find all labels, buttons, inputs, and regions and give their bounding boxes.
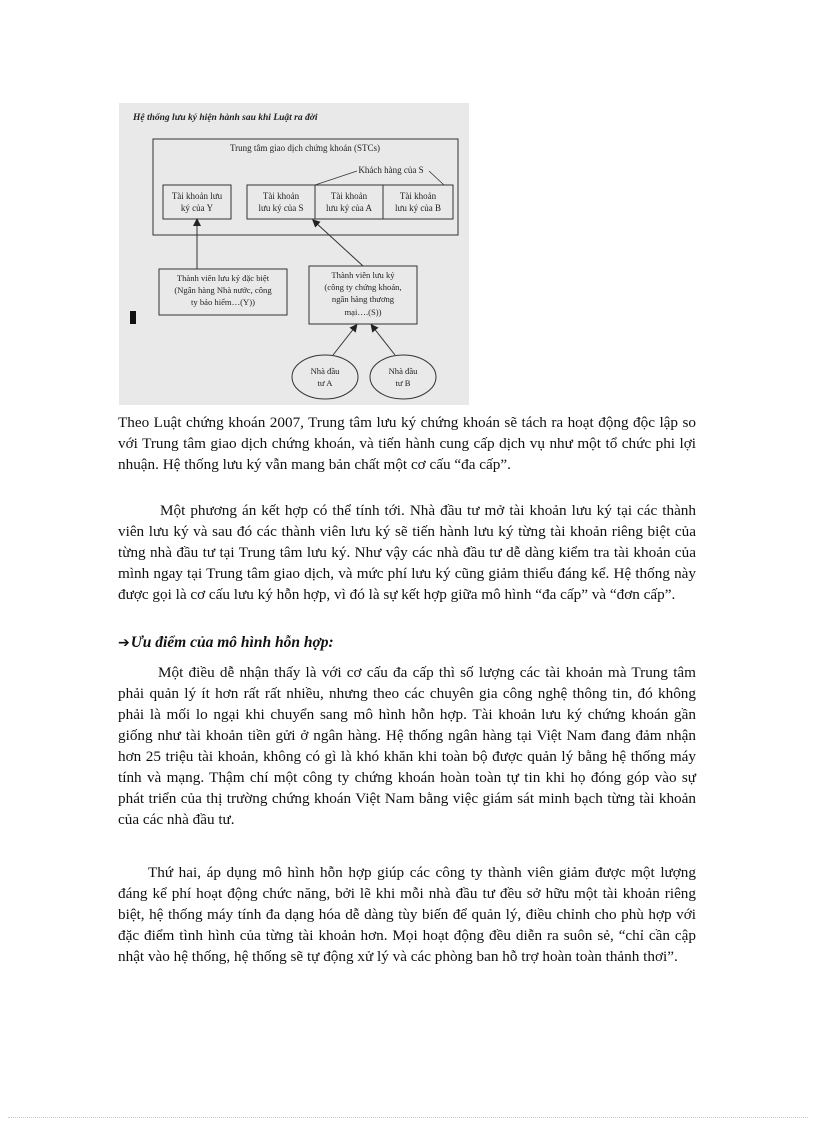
member-line2: (công ty chứng khoán,	[324, 282, 402, 292]
paragraph-4: Thứ hai, áp dụng mô hình hỗn hợp giúp các công ty thành viên giảm được một lượng đáng kể phí hoạt động chức năng, bởi lẽ khi mỗi nhà đầu tư đều sở hữu một tài khoản riêng biệt, hệ thống máy tính đa dạng hóa dễ dàng tùy biến để quản lý, điều chỉnh cho phù hợp với đặc điểm tình hình của từng tài khoản hơn. Mọi hoạt động đều diễn ra suôn sẻ, “chỉ cần cập nhật vào hệ thống, hệ thống sẽ tự động xử lý và các phòng ban hỗ trợ hoàn toàn thảnh thơi”.	[118, 864, 696, 965]
paragraph-1: Theo Luật chứng khoán 2007, Trung tâm lưu ký chứng khoán sẽ tách ra hoạt động độc lập so với Trung tâm giao dịch chứng khoán, và tiến hành cung cấp dịch vụ như một tổ chức phi lợi nhuận. Hệ thống lưu ký vẫn mang bản chất một cơ cấu “đa cấp”.	[118, 414, 696, 473]
section-heading	[118, 634, 334, 652]
account-b-line2: lưu ký của B	[394, 203, 442, 213]
arrow-member-to-s	[315, 222, 363, 266]
account-y-line2: ký của Y	[180, 203, 214, 213]
investor-a-line1: Nhà đầu	[310, 366, 340, 376]
bottom-dotted-line	[8, 1117, 808, 1118]
investor-b-ellipse	[370, 355, 436, 399]
paragraph-3: Một điều dễ nhận thấy là với cơ cấu đa cấp thì số lượng các tài khoản mà Trung tâm phải quản lý ít hơn rất rất nhiều, nhưng theo các chuyên gia công nghệ thông tin, đó không phải là mối lo ngại khi chuyển sang mô hình hỗn hợp. Tài khoản lưu ký chứng khoán gần giống như tài khoản tiền gửi ở ngân hàng. Hệ thống ngân hàng tại Việt Nam đang đảm nhận hơn 25 triệu tài khoản, không có gì là khó khăn khi toàn bộ được quản lý bằng hệ thống máy tính và mạng. Thậm chí một công ty chứng khoán hoàn toàn tự tin khi họ đóng góp vào sự phát triển của thị trường chứng khoán Việt Nam bằng việc giám sát minh bạch từng tài khoản của các nhà đầu tư.	[118, 664, 696, 828]
stc-box	[153, 139, 458, 235]
account-s-line2: lưu ký của S	[258, 203, 304, 213]
member-line1: Thành viên lưu ký	[331, 270, 395, 280]
depository-system-diagram	[119, 103, 469, 405]
account-s-line1: Tài khoản	[262, 191, 300, 201]
account-b-line1: Tài khoản	[399, 191, 437, 201]
paragraph-2: Một phương án kết hợp có thể tính tới. Nhà đầu tư mở tài khoản lưu ký tại các thành viên lưu ký và sau đó các thành viên lưu ký sẽ tiến hành lưu ký từng tài khoản riêng biệt của từng nhà đầu tư tại Trung tâm lưu ký. Như vậy các nhà đầu tư dễ dàng kiểm tra tài khoản của mình ngay tại Trung tâm giao dịch, và mức phí lưu ký cũng giảm thiểu đáng kể. Hệ thống này được gọi là cơ cấu lưu ký hỗn hợp, vì đó là sự kết hợp giữa mô hình “đa cấp” và “đơn cấp”.	[118, 502, 696, 603]
account-a-line1: Tài khoản	[330, 191, 368, 201]
arrow-investor-a	[333, 327, 355, 355]
special-member-line1: Thành viên lưu ký đặc biệt	[176, 273, 270, 283]
account-y-line1: Tài khoản lưu	[171, 191, 223, 201]
stc-label: Trung tâm giao dịch chứng khoán (STCs)	[229, 143, 381, 153]
account-a-line2: lưu ký của A	[325, 203, 373, 213]
heading-text: Ưu điểm của mô hình hỗn hợp:	[130, 634, 334, 651]
investor-b-line2: tư B	[395, 378, 411, 388]
arrow-investor-b	[373, 327, 395, 355]
special-member-line2: (Ngân hàng Nhà nước, công	[174, 285, 272, 295]
arrow-icon: ➔	[118, 635, 130, 651]
member-line4: mại….(S))	[344, 307, 382, 317]
page-marker	[130, 311, 136, 324]
investor-a-line2: tư A	[317, 378, 333, 388]
investor-a-ellipse	[292, 355, 358, 399]
special-member-line3: ty bảo hiểm…(Y))	[191, 297, 255, 307]
client-of-s-label: Khách hàng của S	[358, 165, 424, 175]
member-line3: ngân hàng thương	[331, 294, 395, 304]
investor-b-line1: Nhà đầu	[388, 366, 418, 376]
diagram-title: Hệ thống lưu ký hiện hành sau khi Luật ra đời	[133, 113, 318, 123]
